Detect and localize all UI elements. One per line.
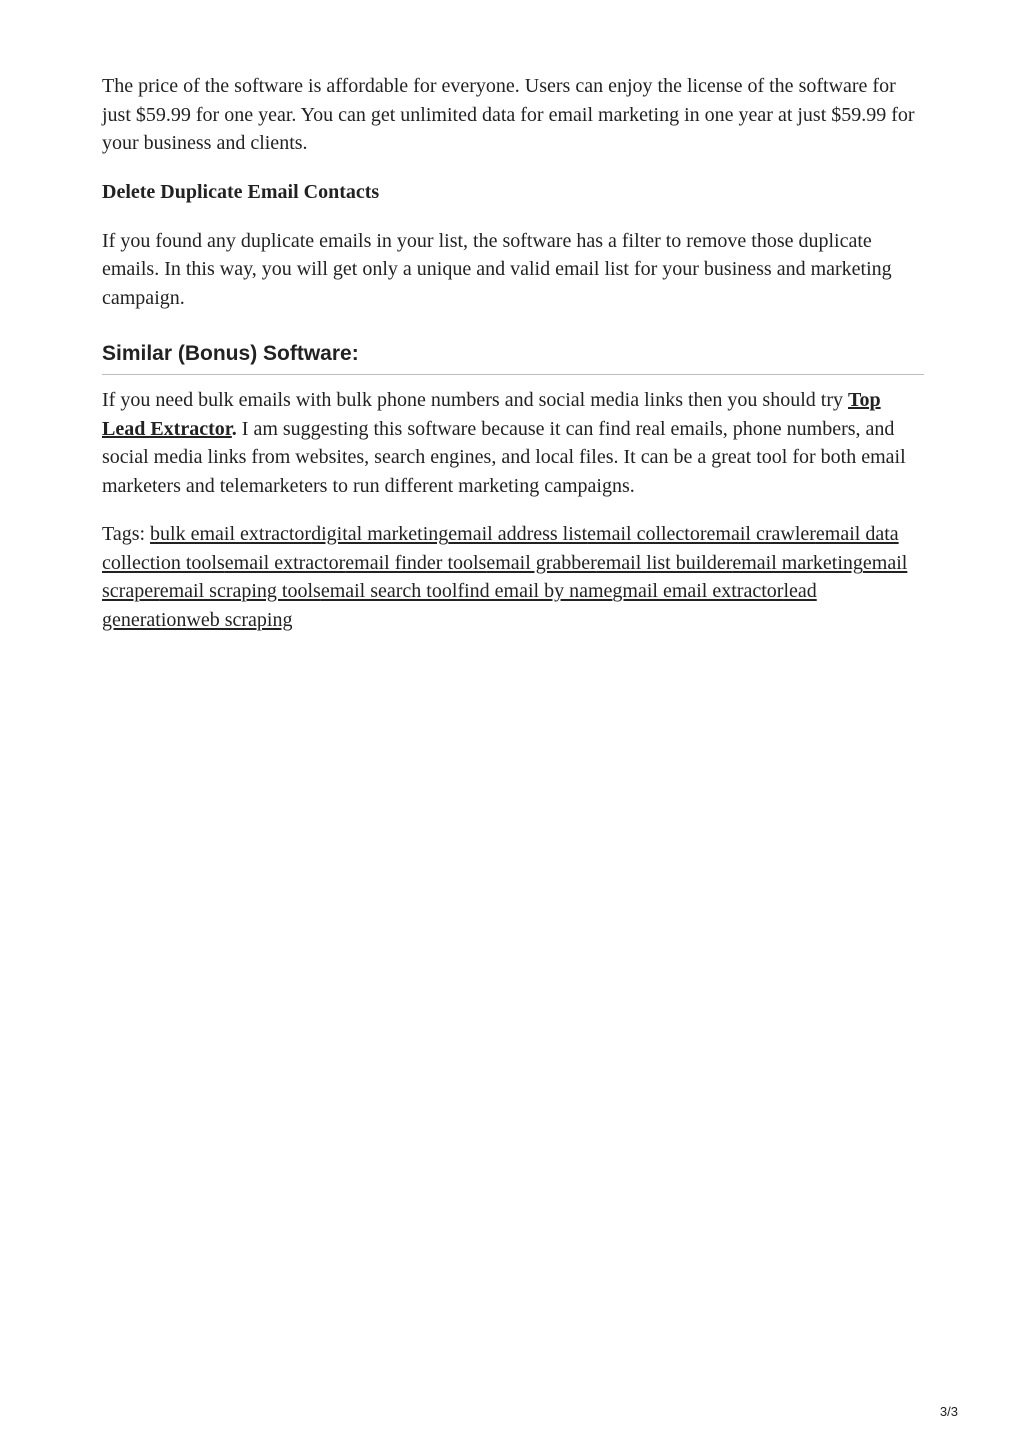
link-period: . (231, 417, 237, 440)
tag-link[interactable]: email search tool (320, 580, 458, 602)
similar-software-heading: Similar (Bonus) Software: (102, 340, 924, 375)
page-number: 3/3 (939, 1404, 958, 1419)
tag-link[interactable]: web scraping (186, 608, 293, 631)
tag-link[interactable]: email address list (448, 523, 588, 545)
tag-link[interactable]: email collector (587, 523, 707, 545)
delete-duplicates-heading: Delete Duplicate Email Contacts (102, 180, 380, 203)
tag-link[interactable]: digital marketing (311, 523, 449, 545)
article-content (102, 72, 924, 634)
tag-link[interactable]: email finder tools (345, 551, 487, 574)
top-lead-extractor-link[interactable]: Top Lead Extractor (102, 389, 881, 440)
similar-text-after: I am suggesting this software because it can find real emails, phone numbers, and social media links from websites, search engines, and local files. It can be a great tool for both email marketers and telemarketers to run different marketing campaigns. (102, 417, 906, 497)
tag-link[interactable]: email marketing (732, 551, 863, 574)
similar-software-paragraph (102, 386, 924, 500)
tag-links (102, 523, 907, 631)
tags-list (102, 520, 924, 634)
tag-link[interactable]: email list builder (596, 551, 733, 574)
pricing-paragraph: The price of the software is affordable for everyone. Users can enjoy the license of the software for just $59.99 for one year. You can get unlimited data for email marketing in one year at just $59.99 for your business and clients. (102, 75, 915, 154)
tag-link[interactable]: email data collection tools (102, 523, 899, 574)
tag-link[interactable]: email extractor (224, 551, 346, 574)
duplicate-emails-paragraph: If you found any duplicate emails in your list, the software has a filter to remove those duplicate emails. In this way, you will get only a unique and valid email list for your business and marketing campaign. (102, 229, 892, 309)
tag-link[interactable]: bulk email extractor (150, 523, 312, 545)
tag-link[interactable]: lead generation (102, 580, 817, 631)
similar-text-before: If you need bulk emails with bulk phone numbers and social media links then you should try (102, 389, 848, 411)
tag-link[interactable]: find email by name (457, 580, 613, 602)
tags-label: Tags: (102, 523, 146, 545)
tag-link[interactable]: email crawler (706, 523, 816, 545)
tag-link[interactable]: email grabber (486, 551, 597, 574)
tag-link[interactable]: gmail email extractor (612, 580, 784, 602)
tag-link[interactable]: email scraper (102, 551, 908, 602)
tag-link[interactable]: email scraping tools (159, 580, 321, 602)
